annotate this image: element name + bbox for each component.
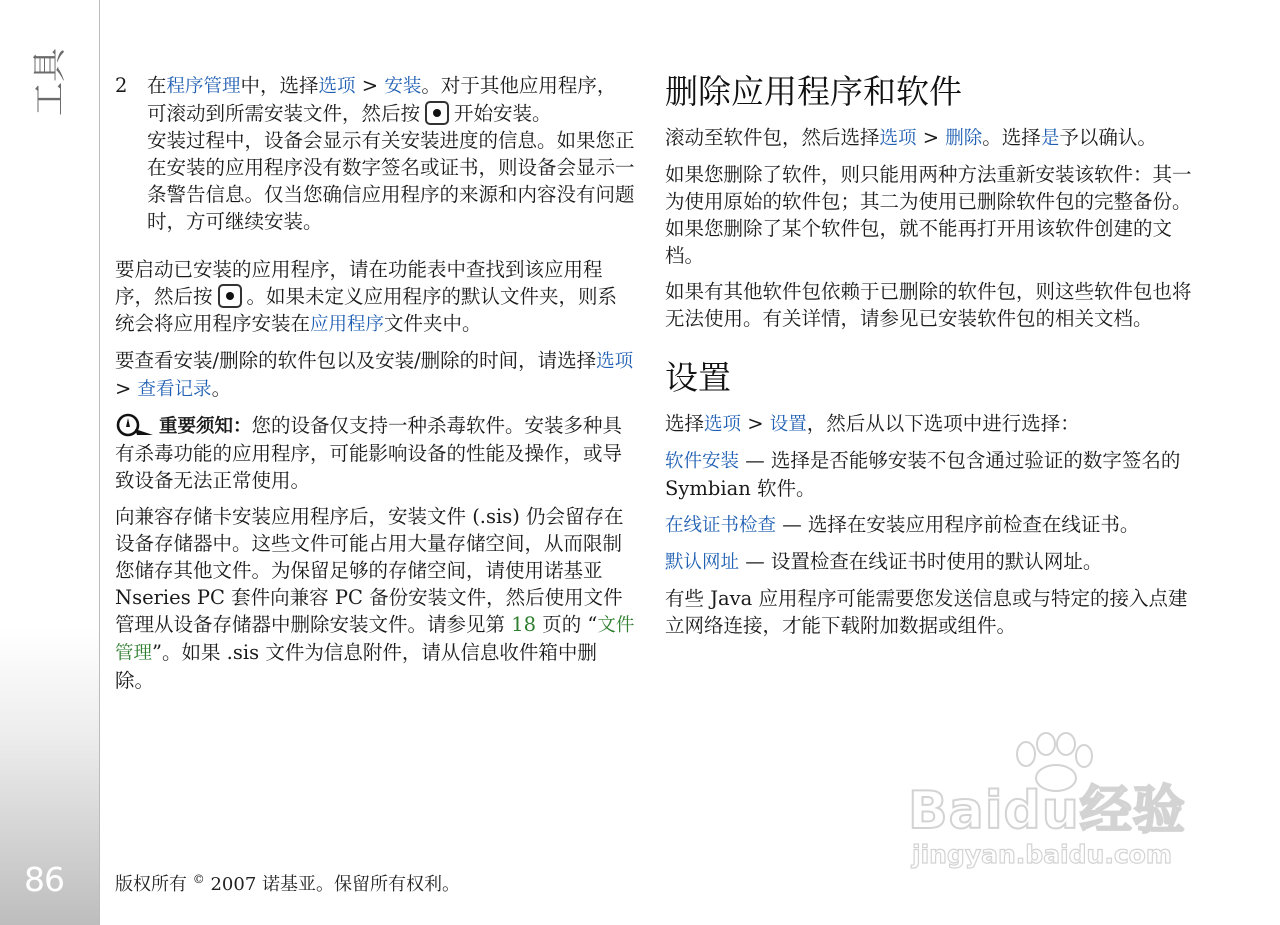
text: 。对于其他应用程序，可滚动到所需安装文件，然后按 [147,74,617,125]
remove-paragraph [665,124,1195,152]
option-text: — 选择在安装应用程序前检查在线证书。 [776,513,1140,536]
text: > [916,126,946,149]
step-paragraph [147,72,635,235]
notice-text: 您的设备仅支持一种杀毒软件。安装多种具有杀毒功能的应用程序，可能影响设备的性能及操作，或导致设备无法正常使用。 [115,414,623,492]
link-options[interactable]: 选项 [318,76,356,97]
copyright [115,870,460,896]
text: 版权所有 [115,874,193,895]
text: 。选择 [982,126,1041,149]
text: 向兼容存储卡安装应用程序后，安装文件 (.sis) 仍会留存在设备存储器中。这些文件可能占用大量存储空间，从而限制您储存其他文件。为保留足够的存储空间，请使用诺基亚 Nseries PC 套件向兼容 PC 备份安装文件，然后使用文件管理从设备存储器中删除安装文件。请参见第 [115,505,624,636]
notice-paragraph [115,412,635,494]
launch-paragraph [115,256,635,338]
option-label[interactable]: 在线证书检查 [665,515,777,536]
copyright-symbol: © [192,872,205,886]
link-file-manager[interactable]: 文件管理 [115,615,635,664]
page-reference[interactable]: 18 [511,613,537,636]
step-subtext: 安装过程中，设备会显示有关安装进度的信息。如果您正在安装的应用程序没有数字签名或证书，则设备会显示一条警告信息。仅当您确信应用程序的来源和内容没有问题时，方可继续安装。 [147,129,635,233]
option-label[interactable]: 默认网址 [665,552,740,573]
step-body [147,72,635,244]
link-install[interactable]: 安装 [384,76,422,97]
link-settings[interactable]: 设置 [769,414,807,435]
text: 2007 诺基亚。保留所有权利。 [204,874,460,895]
option-text: — 选择是否能够安装不包含通过验证的数字签名的 Symbian 软件。 [665,449,1181,500]
link-yes[interactable]: 是 [1040,128,1060,149]
text: 在 [147,74,167,97]
section-title: 工具 [30,48,70,116]
text: 中，选择 [240,74,319,97]
option-label[interactable]: 软件安装 [665,451,740,472]
option-default-url [665,548,1195,576]
log-paragraph [115,347,635,403]
link-applications[interactable]: 应用程序 [310,314,385,335]
link-options[interactable]: 选项 [879,128,917,149]
settings-paragraph [665,410,1195,438]
option-software-install [665,447,1195,502]
select-key-icon [218,284,242,308]
install-step [115,72,635,244]
text: > [355,74,385,97]
text: ，然后从以下选项中进行选择： [806,412,1080,435]
text: 页的 “ [536,613,598,636]
page-number: 86 [24,860,64,899]
text: ”。如果 .sis 文件为信息附件，请从信息收件箱中删除。 [115,641,597,692]
text: 予以确认。 [1059,126,1157,149]
notice-label: 重要须知： [159,416,252,437]
memory-card-paragraph [115,503,635,694]
option-text: — 设置检查在线证书时使用的默认网址。 [739,550,1103,573]
text: 选择 [665,412,705,435]
java-paragraph: 有些 Java 应用程序可能需要您发送信息或与特定的接入点建立网络连接，才能下载附加数据或组件。 [665,587,1188,637]
option-online-cert [665,511,1195,539]
warning-icon [115,413,155,437]
sidebar [0,0,100,925]
text: 滚动至软件包，然后选择 [665,126,880,149]
text: 文件夹中。 [384,312,482,335]
watermark-logo: Baidu经验 [908,781,1186,841]
step-number: 2 [115,74,128,97]
text: > [741,412,770,435]
left-column [115,72,635,703]
text: 开始安装。 [454,102,552,125]
heading-settings: 设置 [665,358,731,397]
link-view-log[interactable]: 查看记录 [137,379,212,400]
link-options[interactable]: 选项 [704,414,742,435]
text: 。 [211,377,232,400]
text: 要查看安装/删除的软件包以及安装/删除的时间，请选择 [115,349,597,372]
link-delete[interactable]: 删除 [945,128,983,149]
text: 。如果未定义应用程序的默认文件夹，则系统会将应用程序安装在 [115,285,618,335]
heading-remove: 删除应用程序和软件 [665,72,962,111]
select-key-icon [425,101,449,125]
right-column [665,72,1195,648]
text: 要启动已安装的应用程序，请在功能表中查找到该应用程序，然后按 [115,258,603,308]
text: > [115,377,138,400]
link-options[interactable]: 选项 [596,351,634,372]
remove-paragraph-2: 如果您删除了软件，则只能用两种方法重新安装该软件：其一为使用原始的软件包；其二为使用已删除软件包的完整备份。如果您删除了某个软件包，就不能再打开用该软件创建的文档。 [665,163,1192,267]
link-app-manager[interactable]: 程序管理 [166,76,241,97]
watermark [908,732,1208,882]
remove-paragraph-3: 如果有其他软件包依赖于已删除的软件包，则这些软件包也将无法使用。有关详情，请参见已安装软件包的相关文档。 [665,280,1192,330]
watermark-url: jingyan.baidu.com [912,840,1172,869]
